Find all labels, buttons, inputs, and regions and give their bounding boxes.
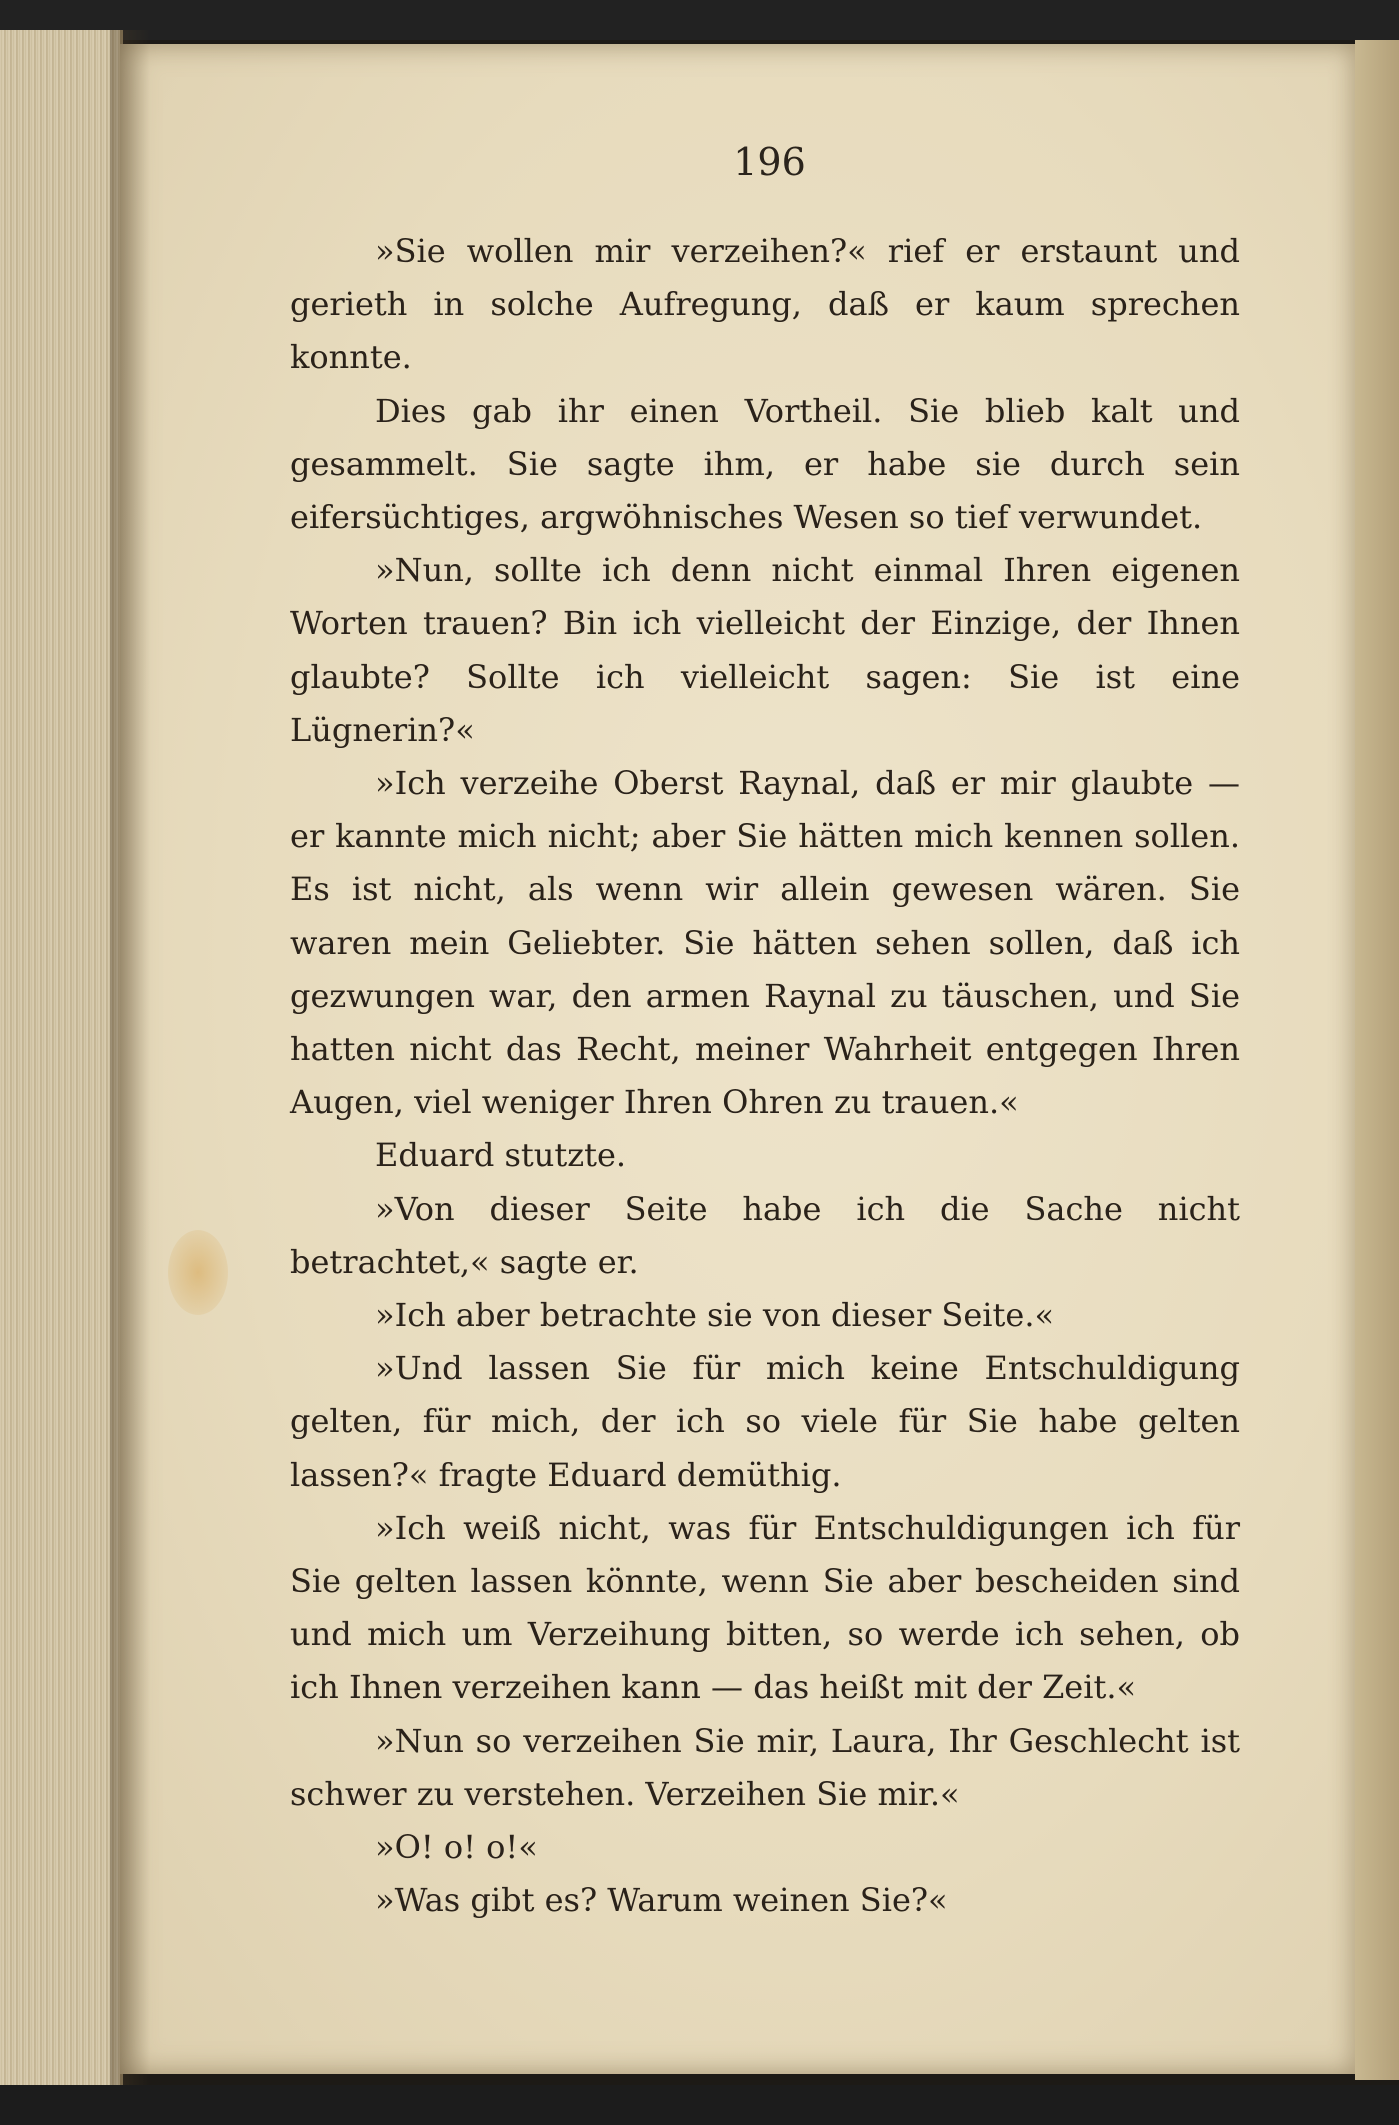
paragraph: »Nun so verzeihen Sie mir, Laura, Ihr Geschlecht ist schwer zu verstehen. Verzeihen Sie mir.« <box>290 1721 1240 1813</box>
top-border <box>0 0 1399 40</box>
page-stack-edge <box>0 30 123 2085</box>
paragraph: »Ich weiß nicht, was für Entschuldigungen ich für Sie gelten lassen könnte, wenn Sie aber bescheiden sind und mich um Verzeihung bitten, so werde ich sehen, ob ich Ihnen verzeihen kann — das heißt mit der Zeit.« <box>290 1508 1240 1707</box>
gutter-shadow <box>110 30 150 2085</box>
bottom-border <box>0 2085 1399 2125</box>
paragraph: »O! o! o!« <box>375 1828 538 1867</box>
paragraph: Dies gab ihr einen Vortheil. Sie blieb kalt und gesammelt. Sie sagte ihm, er habe sie durch sein eifersüchtiges, argwöhnisches Wesen so tief verwundet. <box>290 391 1240 537</box>
paragraph: »Ich aber betrachte sie von dieser Seite.« <box>375 1296 1055 1335</box>
paragraph: »Nun, sollte ich denn nicht einmal Ihren eigenen Worten trauen? Bin ich vielleicht der Einzige, der Ihnen glaubte? Sollte ich vielleicht sagen: Sie ist eine Lügnerin?« <box>290 551 1240 749</box>
paper-stain <box>168 1230 228 1315</box>
page-number: 196 <box>733 140 806 184</box>
paragraph: Eduard stutzte. <box>375 1136 627 1175</box>
paragraph: »Ich verzeihe Oberst Raynal, daß er mir glaubte — er kannte mich nicht; aber Sie hätten mich kennen sollen. Es ist nicht, als wenn wir allein gewesen wären. Sie waren mein Geliebter. Sie hätten sehen sollen, daß ich gezwungen war, den armen Raynal zu täuschen, und Sie hatten nicht das Recht, meiner Wahrheit entgegen Ihren Augen, viel weniger Ihren Ohren zu trauen.« <box>290 764 1240 1122</box>
paragraph: »Was gibt es? Warum weinen Sie?« <box>375 1881 948 1920</box>
paragraph: »Sie wollen mir verzeihen?« rief er erstaunt und gerieth in solche Aufregung, daß er kaum sprechen konnte. <box>290 232 1240 377</box>
paragraph: »Von dieser Seite habe ich die Sache nicht betrachtet,« sagte er. <box>290 1189 1240 1281</box>
paragraph: »Und lassen Sie für mich keine Entschuldigung gelten, für mich, der ich so viele für Sie habe gelten lassen?« fragte Eduard demüthig. <box>290 1349 1240 1494</box>
body-text <box>290 225 1240 1928</box>
right-page-edge <box>1355 40 1399 2080</box>
